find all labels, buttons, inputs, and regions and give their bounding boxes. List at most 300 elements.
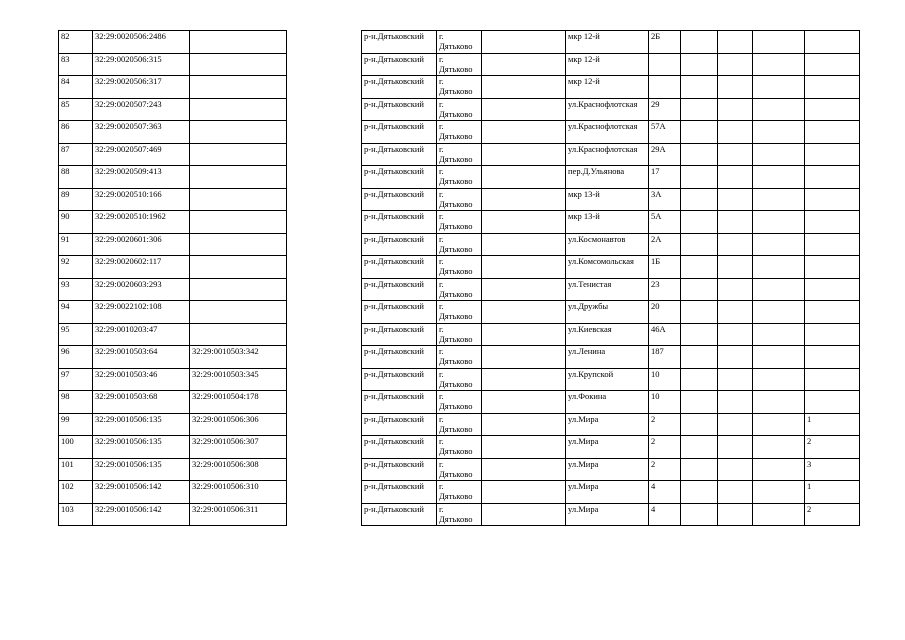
- flat-cell: 1: [805, 413, 860, 436]
- table-row: [362, 211, 860, 234]
- table-row: [59, 76, 287, 99]
- structure-cell: [718, 121, 753, 144]
- extra-cell: [753, 301, 805, 324]
- structure-cell: [718, 436, 753, 459]
- city-prefix: г.: [439, 278, 444, 289]
- district-cell: р-н.Дятьковский: [362, 233, 437, 256]
- row-number-cell: 99: [59, 413, 93, 436]
- city-cell: [437, 143, 482, 166]
- building-cell: [681, 368, 718, 391]
- building-cadastral-cell: 32:29:0010504:178: [190, 391, 287, 414]
- city-cell: [437, 31, 482, 54]
- district-cell: р-н.Дятьковский: [362, 301, 437, 324]
- settlement-cell: [482, 233, 566, 256]
- flat-cell: [805, 211, 860, 234]
- row-number-cell: 85: [59, 98, 93, 121]
- settlement-cell: [482, 413, 566, 436]
- district-cell: р-н.Дятьковский: [362, 458, 437, 481]
- building-cell: [681, 143, 718, 166]
- table-row: [59, 391, 287, 414]
- settlement-cell: [482, 481, 566, 504]
- table-row: [362, 323, 860, 346]
- table-row: [362, 301, 860, 324]
- house-cell: 46А: [649, 323, 681, 346]
- settlement-cell: [482, 436, 566, 459]
- table-row: [362, 76, 860, 99]
- table-row: [59, 211, 287, 234]
- extra-cell: [753, 368, 805, 391]
- structure-cell: [718, 278, 753, 301]
- district-cell: р-н.Дятьковский: [362, 413, 437, 436]
- city-cell: [437, 481, 482, 504]
- house-cell: 20: [649, 301, 681, 324]
- structure-cell: [718, 458, 753, 481]
- flat-cell: [805, 346, 860, 369]
- flat-cell: [805, 301, 860, 324]
- building-cell: [681, 31, 718, 54]
- city-cell: [437, 188, 482, 211]
- district-cell: р-н.Дятьковский: [362, 481, 437, 504]
- cadastral-number-cell: 32:29:0020507:243: [93, 98, 190, 121]
- city-name: Дятьково: [439, 333, 473, 344]
- district-cell: р-н.Дятьковский: [362, 391, 437, 414]
- table-row: [59, 31, 287, 54]
- building-cadastral-cell: 32:29:0010506:307: [190, 436, 287, 459]
- table-row: [362, 413, 860, 436]
- house-cell: 17: [649, 166, 681, 189]
- city-prefix: г.: [439, 98, 444, 109]
- flat-cell: [805, 323, 860, 346]
- settlement-cell: [482, 53, 566, 76]
- settlement-cell: [482, 211, 566, 234]
- city-prefix: г.: [439, 166, 444, 176]
- city-name: Дятьково: [439, 266, 473, 276]
- city-cell: [437, 436, 482, 459]
- street-cell: мкр 12-й: [566, 53, 649, 76]
- row-number-cell: 94: [59, 301, 93, 324]
- city-name: Дятьково: [439, 176, 473, 186]
- city-name: Дятьково: [439, 221, 473, 231]
- house-cell: [649, 53, 681, 76]
- street-cell: ул.Фокина: [566, 391, 649, 414]
- flat-cell: 3: [805, 458, 860, 481]
- cadastral-number-cell: 32:29:0020507:363: [93, 121, 190, 144]
- building-cadastral-cell: [190, 188, 287, 211]
- city-prefix: г.: [439, 503, 444, 514]
- city-name: Дятьково: [439, 491, 473, 501]
- city-cell: [437, 503, 482, 526]
- row-number-cell: 92: [59, 256, 93, 279]
- table-row: [59, 143, 287, 166]
- house-cell: 2: [649, 413, 681, 436]
- flat-cell: [805, 256, 860, 279]
- city-cell: [437, 278, 482, 301]
- street-cell: ул.Краснофлотская: [566, 98, 649, 121]
- city-name: Дятьково: [439, 243, 473, 254]
- table-row: [362, 31, 860, 54]
- building-cell: [681, 98, 718, 121]
- city-prefix: г.: [439, 188, 444, 199]
- cadastral-number-cell: 32:29:0020509:413: [93, 166, 190, 189]
- extra-cell: [753, 166, 805, 189]
- building-cadastral-cell: [190, 53, 287, 76]
- cadastral-number-cell: 32:29:0020507:469: [93, 143, 190, 166]
- table-row: [362, 391, 860, 414]
- district-cell: р-н.Дятьковский: [362, 436, 437, 459]
- structure-cell: [718, 346, 753, 369]
- building-cadastral-cell: [190, 31, 287, 54]
- house-cell: 2Б: [649, 31, 681, 54]
- building-cell: [681, 413, 718, 436]
- house-cell: 2: [649, 458, 681, 481]
- table-row: [59, 436, 287, 459]
- street-cell: ул.Мира: [566, 413, 649, 436]
- building-cadastral-cell: 32:29:0010506:308: [190, 458, 287, 481]
- extra-cell: [753, 233, 805, 256]
- structure-cell: [718, 31, 753, 54]
- structure-cell: [718, 368, 753, 391]
- settlement-cell: [482, 143, 566, 166]
- cadastral-table: [58, 30, 287, 526]
- street-cell: мкр 13-й: [566, 211, 649, 234]
- table-row: [362, 346, 860, 369]
- building-cadastral-cell: 32:29:0010506:310: [190, 481, 287, 504]
- building-cell: [681, 503, 718, 526]
- row-number-cell: 101: [59, 458, 93, 481]
- house-cell: [649, 76, 681, 99]
- settlement-cell: [482, 368, 566, 391]
- city-prefix: г.: [439, 481, 444, 491]
- district-cell: р-н.Дятьковский: [362, 166, 437, 189]
- settlement-cell: [482, 31, 566, 54]
- house-cell: 3А: [649, 188, 681, 211]
- extra-cell: [753, 121, 805, 144]
- table-row: [59, 98, 287, 121]
- settlement-cell: [482, 121, 566, 144]
- structure-cell: [718, 301, 753, 324]
- row-number-cell: 100: [59, 436, 93, 459]
- structure-cell: [718, 53, 753, 76]
- structure-cell: [718, 143, 753, 166]
- city-cell: [437, 256, 482, 279]
- cadastral-number-cell: 32:29:0020601:306: [93, 233, 190, 256]
- flat-cell: [805, 121, 860, 144]
- flat-cell: 2: [805, 503, 860, 526]
- row-number-cell: 93: [59, 278, 93, 301]
- street-cell: ул.Тенистая: [566, 278, 649, 301]
- street-cell: ул.Комсомольская: [566, 256, 649, 279]
- row-number-cell: 84: [59, 76, 93, 99]
- table-row: [59, 481, 287, 504]
- extra-cell: [753, 76, 805, 99]
- building-cadastral-cell: [190, 98, 287, 121]
- street-cell: ул.Мира: [566, 503, 649, 526]
- flat-cell: 1: [805, 481, 860, 504]
- table-row: [59, 166, 287, 189]
- city-cell: [437, 53, 482, 76]
- building-cadastral-cell: 32:29:0010503:342: [190, 346, 287, 369]
- table-row: [362, 503, 860, 526]
- street-cell: мкр 12-й: [566, 31, 649, 54]
- city-name: Дятьково: [439, 131, 473, 141]
- settlement-cell: [482, 166, 566, 189]
- city-prefix: г.: [439, 31, 444, 41]
- city-prefix: г.: [439, 391, 444, 401]
- cadastral-number-cell: 32:29:0010203:47: [93, 323, 190, 346]
- building-cell: [681, 121, 718, 144]
- house-cell: 2: [649, 436, 681, 459]
- district-cell: р-н.Дятьковский: [362, 53, 437, 76]
- extra-cell: [753, 188, 805, 211]
- structure-cell: [718, 323, 753, 346]
- building-cell: [681, 211, 718, 234]
- settlement-cell: [482, 188, 566, 211]
- city-prefix: г.: [439, 76, 444, 86]
- settlement-cell: [482, 346, 566, 369]
- house-cell: 4: [649, 503, 681, 526]
- table-row: [362, 278, 860, 301]
- extra-cell: [753, 346, 805, 369]
- row-number-cell: 98: [59, 391, 93, 414]
- city-name: Дятьково: [439, 311, 473, 321]
- structure-cell: [718, 188, 753, 211]
- table-row: [362, 166, 860, 189]
- street-cell: ул.Киевская: [566, 323, 649, 346]
- city-prefix: г.: [439, 211, 444, 221]
- street-cell: ул.Дружбы: [566, 301, 649, 324]
- row-number-cell: 82: [59, 31, 93, 54]
- house-cell: 23: [649, 278, 681, 301]
- cadastral-number-cell: 32:29:0010506:135: [93, 458, 190, 481]
- flat-cell: [805, 278, 860, 301]
- table-row: [59, 53, 287, 76]
- building-cell: [681, 256, 718, 279]
- city-cell: [437, 301, 482, 324]
- street-cell: ул.Мира: [566, 436, 649, 459]
- building-cell: [681, 391, 718, 414]
- flat-cell: [805, 166, 860, 189]
- city-name: Дятьково: [439, 513, 473, 524]
- building-cell: [681, 188, 718, 211]
- table-row: [59, 188, 287, 211]
- building-cell: [681, 436, 718, 459]
- house-cell: 1Б: [649, 256, 681, 279]
- building-cell: [681, 481, 718, 504]
- table-row: [59, 368, 287, 391]
- district-cell: р-н.Дятьковский: [362, 31, 437, 54]
- city-name: Дятьково: [439, 288, 473, 299]
- flat-cell: [805, 391, 860, 414]
- district-cell: р-н.Дятьковский: [362, 503, 437, 526]
- district-cell: р-н.Дятьковский: [362, 188, 437, 211]
- extra-cell: [753, 458, 805, 481]
- house-cell: 10: [649, 368, 681, 391]
- city-cell: [437, 211, 482, 234]
- building-cell: [681, 278, 718, 301]
- row-number-cell: 88: [59, 166, 93, 189]
- city-cell: [437, 413, 482, 436]
- city-prefix: г.: [439, 413, 444, 424]
- settlement-cell: [482, 458, 566, 481]
- house-cell: 2А: [649, 233, 681, 256]
- extra-cell: [753, 413, 805, 436]
- flat-cell: [805, 53, 860, 76]
- building-cell: [681, 323, 718, 346]
- cadastral-number-cell: 32:29:0020506:317: [93, 76, 190, 99]
- extra-cell: [753, 503, 805, 526]
- house-cell: 4: [649, 481, 681, 504]
- table-row: [362, 143, 860, 166]
- street-cell: пер.Д.Ульянова: [566, 166, 649, 189]
- cadastral-number-cell: 32:29:0010506:142: [93, 503, 190, 526]
- table-row: [59, 323, 287, 346]
- district-cell: р-н.Дятьковский: [362, 323, 437, 346]
- building-cell: [681, 166, 718, 189]
- extra-cell: [753, 98, 805, 121]
- building-cadastral-cell: [190, 166, 287, 189]
- street-cell: ул.Краснофлотская: [566, 121, 649, 144]
- extra-cell: [753, 256, 805, 279]
- cadastral-number-cell: 32:29:0020510:166: [93, 188, 190, 211]
- cadastral-number-cell: 32:29:0020506:315: [93, 53, 190, 76]
- table-row: [59, 413, 287, 436]
- settlement-cell: [482, 301, 566, 324]
- settlement-cell: [482, 391, 566, 414]
- street-cell: мкр 13-й: [566, 188, 649, 211]
- structure-cell: [718, 166, 753, 189]
- row-number-cell: 97: [59, 368, 93, 391]
- city-name: Дятьково: [439, 108, 473, 119]
- street-cell: мкр 12-й: [566, 76, 649, 99]
- city-prefix: г.: [439, 436, 444, 446]
- building-cadastral-cell: [190, 211, 287, 234]
- city-prefix: г.: [439, 256, 444, 266]
- city-cell: [437, 458, 482, 481]
- settlement-cell: [482, 256, 566, 279]
- city-cell: [437, 166, 482, 189]
- district-cell: р-н.Дятьковский: [362, 211, 437, 234]
- building-cadastral-cell: 32:29:0010506:306: [190, 413, 287, 436]
- building-cell: [681, 76, 718, 99]
- city-cell: [437, 391, 482, 414]
- city-prefix: г.: [439, 458, 444, 469]
- table-row: [362, 188, 860, 211]
- table-row: [362, 436, 860, 459]
- table-row: [59, 278, 287, 301]
- flat-cell: [805, 143, 860, 166]
- city-prefix: г.: [439, 121, 444, 131]
- city-prefix: г.: [439, 143, 444, 154]
- structure-cell: [718, 481, 753, 504]
- building-cadastral-cell: [190, 76, 287, 99]
- flat-cell: [805, 76, 860, 99]
- street-cell: ул.Мира: [566, 458, 649, 481]
- row-number-cell: 103: [59, 503, 93, 526]
- structure-cell: [718, 503, 753, 526]
- district-cell: р-н.Дятьковский: [362, 256, 437, 279]
- district-cell: р-н.Дятьковский: [362, 76, 437, 99]
- city-cell: [437, 346, 482, 369]
- cadastral-number-cell: 32:29:0020602:117: [93, 256, 190, 279]
- extra-cell: [753, 323, 805, 346]
- row-number-cell: 90: [59, 211, 93, 234]
- city-cell: [437, 323, 482, 346]
- building-cadastral-cell: [190, 143, 287, 166]
- table-row: [59, 256, 287, 279]
- cadastral-number-cell: 32:29:0010506:135: [93, 413, 190, 436]
- district-cell: р-н.Дятьковский: [362, 98, 437, 121]
- extra-cell: [753, 211, 805, 234]
- flat-cell: [805, 233, 860, 256]
- settlement-cell: [482, 98, 566, 121]
- city-name: Дятьково: [439, 198, 473, 209]
- building-cell: [681, 458, 718, 481]
- city-cell: [437, 233, 482, 256]
- extra-cell: [753, 278, 805, 301]
- city-cell: [437, 98, 482, 121]
- extra-cell: [753, 143, 805, 166]
- cadastral-number-cell: 32:29:0010503:46: [93, 368, 190, 391]
- structure-cell: [718, 233, 753, 256]
- extra-cell: [753, 53, 805, 76]
- row-number-cell: 96: [59, 346, 93, 369]
- city-cell: [437, 121, 482, 144]
- city-prefix: г.: [439, 346, 444, 356]
- district-cell: р-н.Дятьковский: [362, 278, 437, 301]
- table-row: [59, 233, 287, 256]
- city-name: Дятьково: [439, 153, 473, 164]
- building-cell: [681, 233, 718, 256]
- flat-cell: [805, 98, 860, 121]
- cadastral-number-cell: 32:29:0020603:293: [93, 278, 190, 301]
- city-name: Дятьково: [439, 378, 473, 389]
- street-cell: ул.Ленина: [566, 346, 649, 369]
- street-cell: ул.Космонавтов: [566, 233, 649, 256]
- city-name: Дятьково: [439, 86, 473, 96]
- flat-cell: [805, 31, 860, 54]
- table-row: [362, 368, 860, 391]
- building-cadastral-cell: [190, 233, 287, 256]
- table-row: [362, 233, 860, 256]
- district-cell: р-н.Дятьковский: [362, 346, 437, 369]
- building-cadastral-cell: 32:29:0010503:345: [190, 368, 287, 391]
- city-name: Дятьково: [439, 446, 473, 456]
- building-cadastral-cell: [190, 278, 287, 301]
- cadastral-table-body: [59, 31, 287, 526]
- settlement-cell: [482, 503, 566, 526]
- house-cell: 29: [649, 98, 681, 121]
- extra-cell: [753, 481, 805, 504]
- house-cell: 10: [649, 391, 681, 414]
- building-cell: [681, 346, 718, 369]
- city-name: Дятьково: [439, 356, 473, 366]
- row-number-cell: 95: [59, 323, 93, 346]
- city-name: Дятьково: [439, 468, 473, 479]
- table-row: [59, 301, 287, 324]
- table-row: [59, 458, 287, 481]
- table-row: [59, 503, 287, 526]
- district-cell: р-н.Дятьковский: [362, 121, 437, 144]
- building-cell: [681, 301, 718, 324]
- city-prefix: г.: [439, 301, 444, 311]
- extra-cell: [753, 391, 805, 414]
- table-row: [362, 458, 860, 481]
- cadastral-number-cell: 32:29:0010506:135: [93, 436, 190, 459]
- city-name: Дятьково: [439, 401, 473, 411]
- cadastral-number-cell: 32:29:0010503:68: [93, 391, 190, 414]
- structure-cell: [718, 391, 753, 414]
- house-cell: 29А: [649, 143, 681, 166]
